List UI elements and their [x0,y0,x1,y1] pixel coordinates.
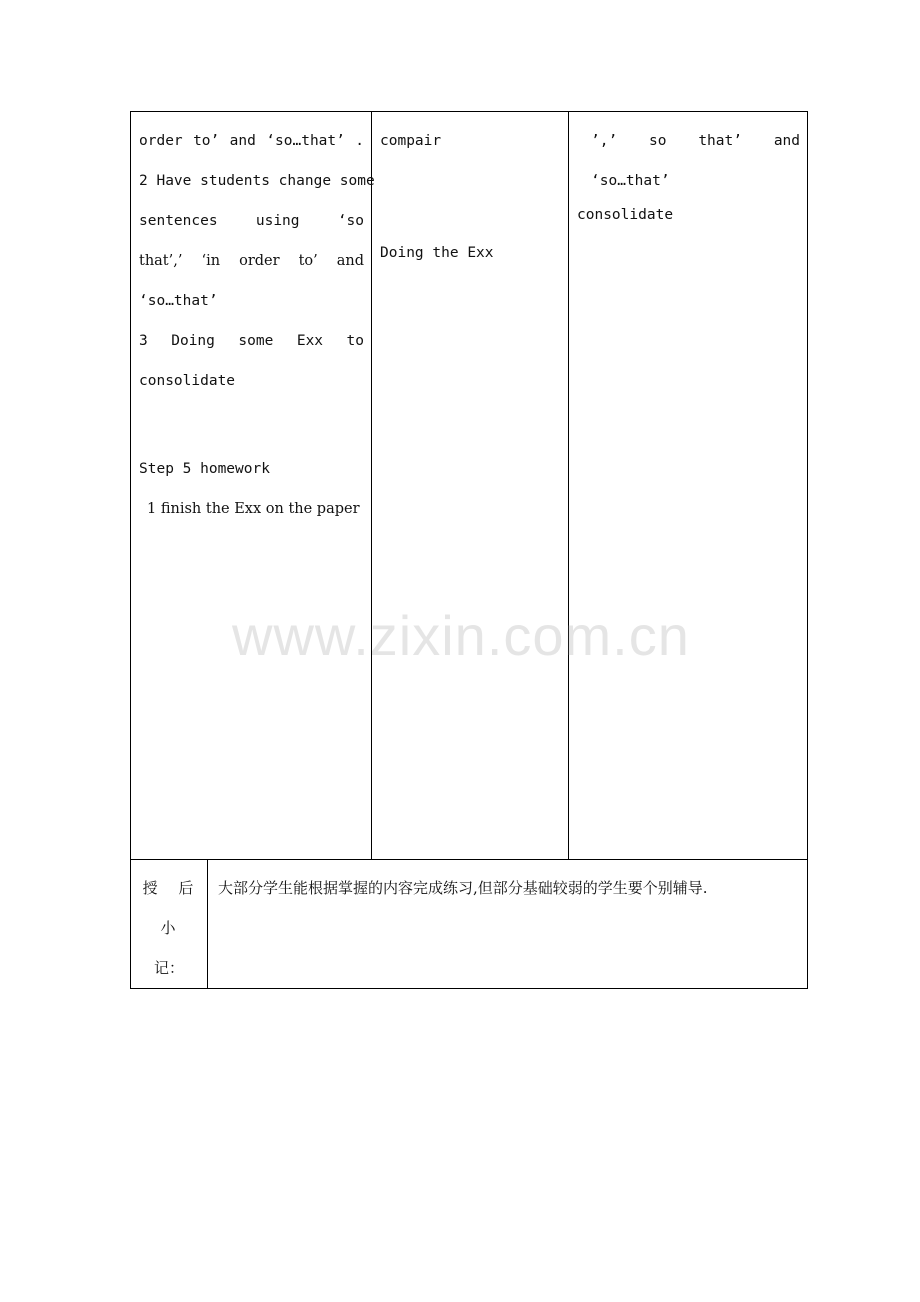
lesson-plan-table [130,111,808,989]
student-activity-cell [372,112,569,860]
step-text-line: consolidate [139,373,236,389]
step-text-line: that’,’ ‘in order to’ and [139,253,365,269]
purpose-text-line: consolidate [577,207,674,223]
purpose-text-line: ‘so…that’ [591,173,670,189]
reflection-text-cell [208,860,808,989]
teaching-steps-cell [131,112,375,860]
activity-text-line: Doing the Exx [380,245,494,261]
step-text-line: sentences using ‘so [139,213,365,229]
step-text-line: 2 Have students change some [139,173,375,189]
activity-row [131,112,808,860]
reflection-label: 授 后 小 [142,879,202,937]
watermark: www.zixin.com.cn [232,604,690,667]
purpose-text-line: ’,’ so that’ and [591,133,801,149]
homework-item: 1 finish the Exx on the paper [147,501,360,517]
purpose-cell [569,112,808,860]
reflection-text: 大部分学生能根据掌握的内容完成练习,但部分基础较弱的学生要个别辅导. [218,879,708,897]
reflection-label: 记： [153,959,184,977]
step-text-line: 3 Doing some Exx to [139,333,365,349]
step-text-line: ‘so…that’ [139,293,218,309]
reflection-label-cell [131,860,208,989]
reflection-row [131,860,808,989]
homework-heading: Step 5 homework [139,461,270,477]
step-text-line: order to’ and ‘so…that’ . [139,133,365,149]
activity-text-line: compair [380,133,442,149]
